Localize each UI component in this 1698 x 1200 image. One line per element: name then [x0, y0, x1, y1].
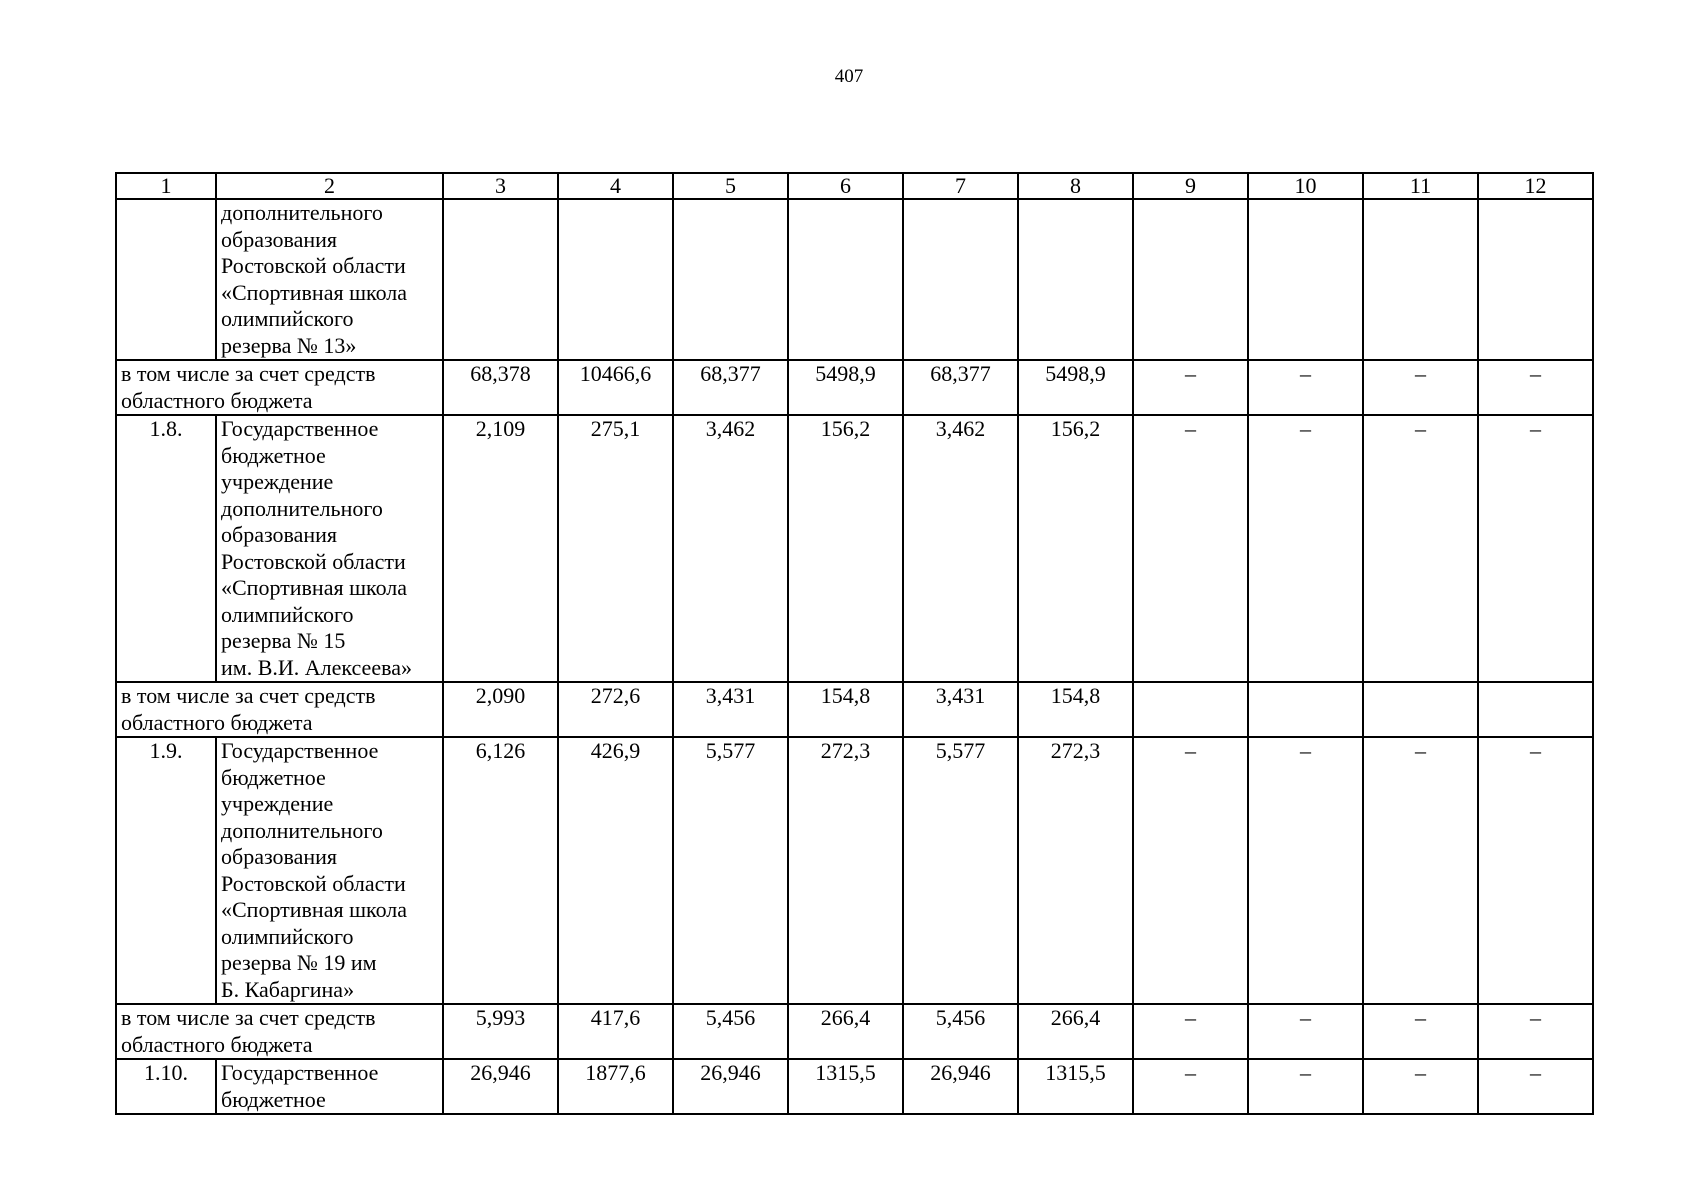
- name-line: Ростовской области: [221, 548, 406, 574]
- item-number-cell: [116, 199, 216, 360]
- value-cell: –: [1248, 415, 1363, 682]
- value-cell: –: [1363, 360, 1478, 415]
- value-cell: [1133, 682, 1248, 737]
- value-cell: 26,946: [903, 1059, 1018, 1114]
- value-cell: 26,946: [673, 1059, 788, 1114]
- name-line: «Спортивная школа: [221, 575, 408, 600]
- value-cell: 272,6: [558, 682, 673, 737]
- column-header: 4: [558, 173, 673, 199]
- budget-source-label: [116, 1004, 443, 1059]
- name-line: дополнительного: [221, 817, 383, 843]
- name-line: Государственное: [221, 738, 379, 763]
- name-line: образования: [221, 844, 338, 869]
- table-row: [116, 737, 1593, 1004]
- value-cell: –: [1133, 360, 1248, 415]
- value-cell: 5,993: [443, 1004, 558, 1059]
- name-line: резерва № 13»: [221, 332, 357, 358]
- budget-source-label: [116, 360, 443, 415]
- table-row: [116, 1059, 1593, 1114]
- value-cell: –: [1133, 1004, 1248, 1059]
- name-line: образования: [221, 226, 338, 252]
- label-line: областного бюджета: [121, 709, 313, 735]
- subtotal-row: [116, 1004, 1593, 1059]
- name-line: бюджетное: [221, 1086, 326, 1112]
- table-row: [116, 199, 1593, 360]
- value-cell: [788, 199, 903, 360]
- value-cell: –: [1133, 415, 1248, 682]
- value-cell: 68,377: [903, 360, 1018, 415]
- column-header: 2: [216, 173, 443, 199]
- column-header: 1: [116, 173, 216, 199]
- column-number-row: [116, 173, 1593, 199]
- name-line: Государственное: [221, 416, 379, 441]
- value-cell: 266,4: [1018, 1004, 1133, 1059]
- value-cell: –: [1133, 737, 1248, 1004]
- institution-name-cell: [216, 415, 443, 682]
- label-line: областного бюджета: [121, 1031, 313, 1057]
- value-cell: [1363, 199, 1478, 360]
- name-line: им. В.И. Алексеева»: [221, 654, 412, 680]
- value-cell: 5,577: [673, 737, 788, 1004]
- value-cell: [443, 199, 558, 360]
- value-cell: –: [1363, 415, 1478, 682]
- table-body: [116, 173, 1593, 1114]
- label-line: областного бюджета: [121, 387, 313, 413]
- value-cell: 156,2: [788, 415, 903, 682]
- value-cell: 68,377: [673, 360, 788, 415]
- value-cell: [558, 199, 673, 360]
- name-line: Ростовской области: [221, 870, 406, 896]
- value-cell: 2,109: [443, 415, 558, 682]
- value-cell: 426,9: [558, 737, 673, 1004]
- value-cell: 156,2: [1018, 415, 1133, 682]
- name-line: резерва № 19 им: [221, 950, 377, 975]
- column-header: 5: [673, 173, 788, 199]
- value-cell: 154,8: [788, 682, 903, 737]
- subtotal-row: [116, 360, 1593, 415]
- value-cell: 417,6: [558, 1004, 673, 1059]
- value-cell: 3,431: [903, 682, 1018, 737]
- value-cell: [1478, 682, 1593, 737]
- value-cell: [1363, 682, 1478, 737]
- value-cell: [1018, 199, 1133, 360]
- value-cell: 3,431: [673, 682, 788, 737]
- name-line: «Спортивная школа: [221, 897, 408, 922]
- value-cell: [1248, 199, 1363, 360]
- name-line: «Спортивная школа: [221, 279, 408, 305]
- name-line: Ростовской области: [221, 253, 406, 278]
- value-cell: 272,3: [788, 737, 903, 1004]
- value-cell: 3,462: [673, 415, 788, 682]
- value-cell: –: [1363, 1004, 1478, 1059]
- value-cell: 1315,5: [788, 1059, 903, 1114]
- value-cell: –: [1248, 1059, 1363, 1114]
- item-number-cell: 1.10.: [116, 1059, 216, 1114]
- value-cell: 10466,6: [558, 360, 673, 415]
- value-cell: –: [1478, 1004, 1593, 1059]
- name-line: олимпийского: [221, 923, 354, 949]
- item-number-cell: 1.9.: [116, 737, 216, 1004]
- value-cell: [903, 199, 1018, 360]
- value-cell: –: [1478, 415, 1593, 682]
- name-line: бюджетное: [221, 442, 326, 468]
- value-cell: 3,462: [903, 415, 1018, 682]
- value-cell: –: [1478, 360, 1593, 415]
- value-cell: 154,8: [1018, 682, 1133, 737]
- value-cell: –: [1363, 1059, 1478, 1114]
- value-cell: [673, 199, 788, 360]
- table-row: [116, 415, 1593, 682]
- name-line: олимпийского: [221, 601, 354, 627]
- name-line: олимпийского: [221, 306, 354, 331]
- name-line: дополнительного: [221, 495, 383, 521]
- name-line: Государственное: [221, 1060, 379, 1085]
- name-line: Б. Кабаргина»: [221, 976, 355, 1002]
- value-cell: 5,456: [903, 1004, 1018, 1059]
- column-header: 10: [1248, 173, 1363, 199]
- name-line: образования: [221, 522, 338, 547]
- value-cell: –: [1248, 1004, 1363, 1059]
- value-cell: 5,456: [673, 1004, 788, 1059]
- value-cell: –: [1478, 737, 1593, 1004]
- institution-name-cell: [216, 199, 443, 360]
- value-cell: 275,1: [558, 415, 673, 682]
- budget-source-label: [116, 682, 443, 737]
- value-cell: 266,4: [788, 1004, 903, 1059]
- value-cell: –: [1248, 737, 1363, 1004]
- value-cell: 5,577: [903, 737, 1018, 1004]
- value-cell: 272,3: [1018, 737, 1133, 1004]
- column-header: 7: [903, 173, 1018, 199]
- value-cell: 1315,5: [1018, 1059, 1133, 1114]
- value-cell: [1133, 199, 1248, 360]
- value-cell: –: [1363, 737, 1478, 1004]
- name-line: учреждение: [221, 469, 334, 494]
- column-header: 12: [1478, 173, 1593, 199]
- name-line: бюджетное: [221, 764, 326, 790]
- name-line: резерва № 15: [221, 628, 346, 653]
- name-line: дополнительного: [221, 200, 383, 225]
- value-cell: 2,090: [443, 682, 558, 737]
- value-cell: 6,126: [443, 737, 558, 1004]
- value-cell: 1877,6: [558, 1059, 673, 1114]
- column-header: 3: [443, 173, 558, 199]
- item-number-cell: 1.8.: [116, 415, 216, 682]
- value-cell: 5498,9: [1018, 360, 1133, 415]
- value-cell: –: [1478, 1059, 1593, 1114]
- label-line: в том числе за счет средств: [121, 683, 376, 708]
- label-line: в том числе за счет средств: [121, 361, 376, 386]
- value-cell: 68,378: [443, 360, 558, 415]
- page-number: 407: [834, 66, 864, 87]
- label-line: в том числе за счет средств: [121, 1005, 376, 1030]
- subtotal-row: [116, 682, 1593, 737]
- value-cell: 5498,9: [788, 360, 903, 415]
- data-table: [115, 172, 1594, 1115]
- value-cell: [1478, 199, 1593, 360]
- column-header: 8: [1018, 173, 1133, 199]
- column-header: 9: [1133, 173, 1248, 199]
- value-cell: 26,946: [443, 1059, 558, 1114]
- value-cell: –: [1133, 1059, 1248, 1114]
- value-cell: [1248, 682, 1363, 737]
- institution-name-cell: [216, 1059, 443, 1114]
- value-cell: –: [1248, 360, 1363, 415]
- institution-name-cell: [216, 737, 443, 1004]
- column-header: 6: [788, 173, 903, 199]
- column-header: 11: [1363, 173, 1478, 199]
- name-line: учреждение: [221, 791, 334, 816]
